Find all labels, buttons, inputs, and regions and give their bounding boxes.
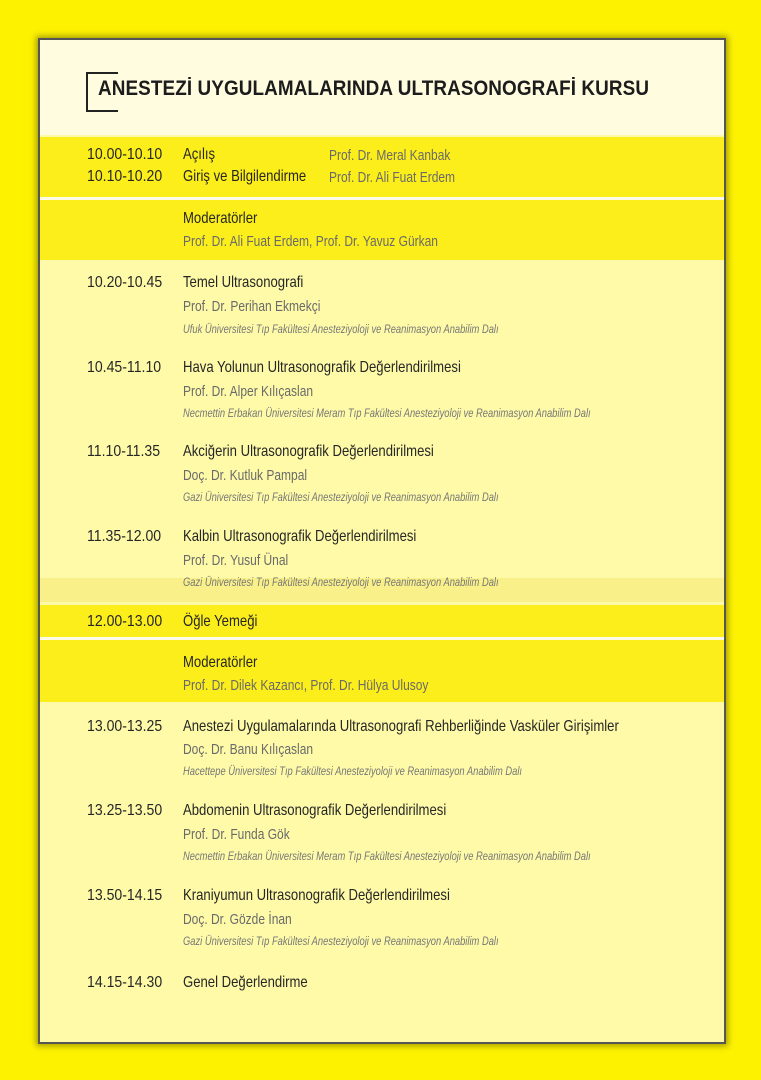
speaker-intro: Prof. Dr. Ali Fuat Erdem bbox=[329, 169, 456, 186]
session-institution: Gazi Üniversitesi Tıp Fakültesi Anesteziyoloji ve Reanimasyon Anabilim Dalı bbox=[183, 490, 499, 504]
item-name-lunch: Öğle Yemeği bbox=[183, 613, 258, 630]
session-title: Temel Ultrasonografi bbox=[183, 274, 304, 291]
session-institution: Gazi Üniversitesi Tıp Fakültesi Anesteziyoloji ve Reanimasyon Anabilim Dalı bbox=[183, 575, 499, 589]
session-institution: Ufuk Üniversitesi Tıp Fakültesi Anesteziyoloji ve Reanimasyon Anabilim Dalı bbox=[183, 322, 499, 336]
session-title: Abdomenin Ultrasonografik Değerlendirilmesi bbox=[183, 802, 447, 819]
session-title: Kalbin Ultrasonografik Değerlendirilmesi bbox=[183, 528, 417, 545]
session-institution: Hacettepe Üniversitesi Tıp Fakültesi Anesteziyoloji ve Reanimasyon Anabilim Dalı bbox=[183, 764, 523, 778]
session-time: 13.25-13.50 bbox=[87, 802, 163, 819]
moderators-names: Prof. Dr. Dilek Kazancı, Prof. Dr. Hülya Ulusoy bbox=[183, 677, 429, 694]
session-speaker: Doç. Dr. Kutluk Pampal bbox=[183, 467, 308, 484]
session-institution: Gazi Üniversitesi Tıp Fakültesi Anesteziyoloji ve Reanimasyon Anabilim Dalı bbox=[183, 934, 499, 948]
moderators-label: Moderatörler bbox=[183, 210, 258, 227]
item-name-intro: Giriş ve Bilgilendirme bbox=[183, 168, 307, 185]
session-speaker: Prof. Dr. Funda Gök bbox=[183, 826, 290, 843]
moderators-names: Prof. Dr. Ali Fuat Erdem, Prof. Dr. Yavuz Gürkan bbox=[183, 233, 438, 250]
moderators-label: Moderatörler bbox=[183, 654, 258, 671]
session-time: 10.20-10.45 bbox=[87, 274, 163, 291]
time-intro: 10.10-10.20 bbox=[87, 168, 163, 185]
session-speaker: Prof. Dr. Perihan Ekmekçi bbox=[183, 298, 321, 315]
time-opening: 10.00-10.10 bbox=[87, 146, 163, 163]
session-title: Kraniyumun Ultrasonografik Değerlendirilmesi bbox=[183, 887, 450, 904]
time-closing: 14.15-14.30 bbox=[87, 974, 163, 991]
session-time: 13.50-14.15 bbox=[87, 887, 163, 904]
session-institution: Necmettin Erbakan Üniversitesi Meram Tıp Fakültesi Anesteziyoloji ve Reanimasyon Anabilim Dalı bbox=[183, 406, 591, 420]
session-time: 11.35-12.00 bbox=[87, 528, 162, 545]
session-speaker: Prof. Dr. Alper Kılıçaslan bbox=[183, 383, 314, 400]
moderators-band bbox=[40, 200, 724, 260]
session-time: 13.00-13.25 bbox=[87, 718, 163, 735]
session-time: 11.10-11.35 bbox=[87, 443, 161, 460]
page-title: ANESTEZİ UYGULAMALARINDA ULTRASONOGRAFİ KURSU bbox=[98, 77, 650, 100]
session-time: 10.45-11.10 bbox=[87, 359, 162, 376]
session-speaker: Prof. Dr. Yusuf Ünal bbox=[183, 552, 289, 569]
item-name-opening: Açılış bbox=[183, 146, 216, 163]
session-speaker: Doç. Dr. Gözde İnan bbox=[183, 911, 292, 928]
session-speaker: Doç. Dr. Banu Kılıçaslan bbox=[183, 741, 314, 758]
session-institution: Necmettin Erbakan Üniversitesi Meram Tıp Fakültesi Anesteziyoloji ve Reanimasyon Anabilim Dalı bbox=[183, 849, 591, 863]
session-title: Akciğerin Ultrasonografik Değerlendirilmesi bbox=[183, 443, 434, 460]
item-name-closing: Genel Değerlendirme bbox=[183, 974, 308, 991]
session-title: Anestezi Uygulamalarında Ultrasonografi Rehberliğinde Vasküler Girişimler bbox=[183, 718, 619, 735]
time-lunch: 12.00-13.00 bbox=[87, 613, 163, 630]
speaker-opening: Prof. Dr. Meral Kanbak bbox=[329, 147, 451, 164]
program-card bbox=[38, 38, 726, 1044]
session-title: Hava Yolunun Ultrasonografik Değerlendirilmesi bbox=[183, 359, 461, 376]
